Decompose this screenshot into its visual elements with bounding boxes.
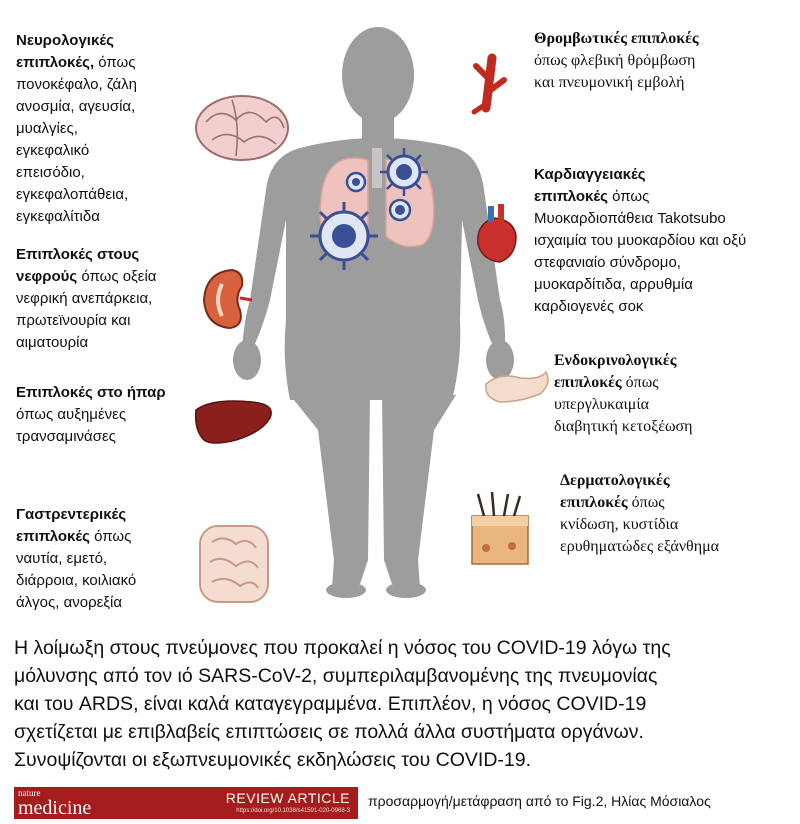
brain-icon <box>196 96 288 160</box>
derma-text: Δερματολογικές επιπλοκές όπως κνίδωση, κυστίδια ερυθηματώδες εξάνθημα <box>560 472 720 555</box>
review-article-label: REVIEW ARTICLE <box>225 790 350 806</box>
doi-text: https://doi.org/10.1038/s41591-020-0968-3 <box>236 808 350 814</box>
blood-vessel-icon <box>474 58 504 112</box>
skin-layers-icon <box>472 492 528 564</box>
neuro-title: Νευρολογικές <box>16 32 114 49</box>
intestines-icon <box>200 526 268 602</box>
credit-text: προσαρμογή/μετάφραση από το Fig.2, Ηλίας Μόσιαλος <box>368 793 711 809</box>
kidney-icon <box>204 270 252 328</box>
liver-icon <box>196 401 272 443</box>
journal-logo: nature medicine <box>18 788 92 819</box>
journal-banner <box>14 787 358 819</box>
summary-paragraph: Η λοίμωξη στους πνεύμονες που προκαλεί η νόσος του COVID-19 λόγω της μόλυνσης από τον ιό SARS-CoV-2, συμπεριλαμβανομένης της πνευμονίας και του ARDS, είναι καλά καταγεγραμμένα. Επιπλέον, η νόσος COVID-19 σχετίζεται με επιβλαβείς επιπτώσεις σε πολλά άλλα συστήματα οργάνων. Συνοψίζονται οι εξωπνευμονικές εκδηλώσεις του COVID-19. <box>14 637 671 771</box>
cardio-text: Καρδιαγγειακές επιπλοκές όπως Μυοκαρδιοπάθεια Takotsubo ισχαιμία του μυοκαρδίου και οξύ στεφανιαίο σύνδρομο, μυοκαρδίτιδα, αρρυθμία καρδιογενές σοκ <box>534 166 747 315</box>
thrombo-text: Θρομβωτικές επιπλοκές όπως φλεβική θρόμβωση και πνευμονική εμβολή <box>534 30 699 91</box>
neuro-text: Νευρολογικές επιπλοκές, όπως πονοκέφαλο, ζάλη ανοσμία, αγευσία, μυαλγίες, εγκεφαλικό επεισόδιο, εγκεφαλοπάθεια, εγκεφαλίτιδα <box>16 32 137 225</box>
endo-text: Ενδοκρινολογικές επιπλοκές όπως υπεργλυκαιμία διαβητική κετοξέωση <box>554 352 693 435</box>
kidney-text: Επιπλοκές στους νεφρούς όπως οξεία νεφρική ανεπάρκεια, πρωτεϊνουρία και αιματουρία <box>16 246 157 351</box>
liver-text: Επιπλοκές στο ήπαρ όπως αυξημένες τρανσαμινάσες <box>16 384 166 445</box>
footer <box>0 785 800 821</box>
gastro-text: Γαστρεντερικές επιπλοκές όπως ναυτία, εμετό, διάρροια, κοιλιακό άλγος, ανορεξία <box>16 506 137 611</box>
